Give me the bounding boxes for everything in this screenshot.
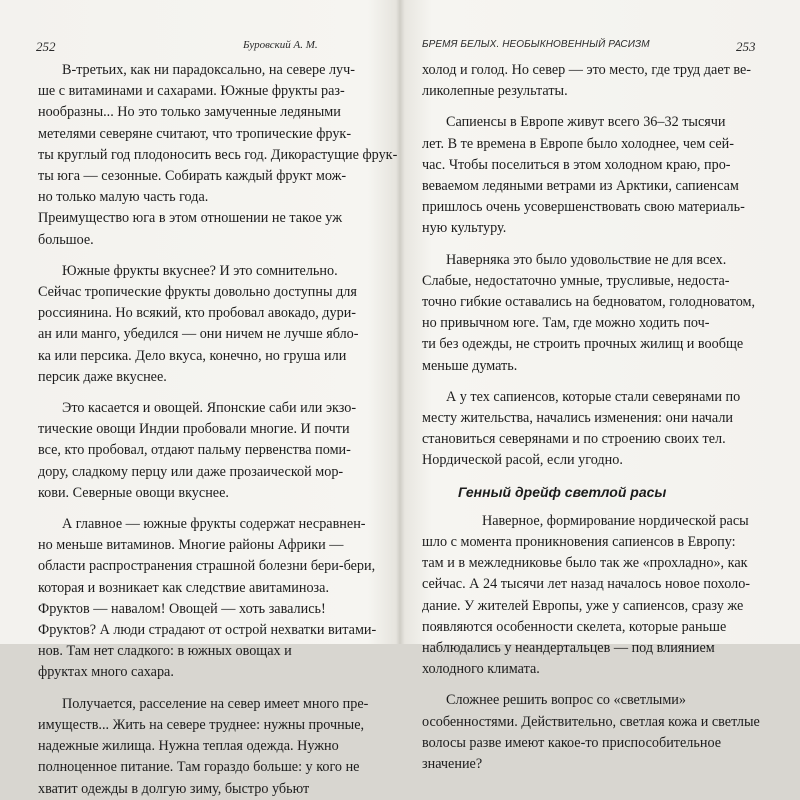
paragraph-gap (38, 684, 390, 694)
text-line: сейчас. А 24 тысячи лет назад началось новое похоло- (422, 576, 751, 593)
text-line: В-третьих, как ни парадоксально, на севере луч- (62, 62, 355, 78)
text-line: ную культуру. (422, 220, 507, 237)
paragraph-gap (38, 251, 390, 261)
text-line: холод и голод. Но север — это место, где труд дает ве- (422, 62, 752, 78)
text-line: Получается, расселение на север имеет много пре- (62, 695, 369, 712)
text-line: А главное — южные фрукты содержат несравнен- (62, 516, 366, 533)
text-line: нов. Там нет сладкого: в южных овощах и (38, 643, 292, 660)
page-number-right: 253 (736, 39, 756, 54)
text-line: но привычном юге. Там, где можно ходить поч- (422, 315, 710, 332)
text-line: ти без одежды, не строить прочных жилищ и вообще (422, 336, 744, 353)
text-line: дание. У жителей Европы, уже у сапиенсов, сразу же (422, 597, 744, 614)
text-line: нообразны... Но это только замученные ледяными (38, 104, 341, 121)
running-head-title: БРЕМЯ БЕЛЫХ. НЕОБЫКНОВЕННЫЙ РАСИЗМ (422, 39, 650, 50)
text-line: там и в межледниковье было так же «прохладно», как (422, 555, 748, 572)
paragraph-gap (422, 102, 778, 112)
text-line: значение? (422, 756, 483, 773)
right-page-text (422, 60, 778, 775)
text-line: большое. (38, 231, 94, 248)
right-page (402, 0, 800, 773)
text-line: надежные жилища. Нужна теплая одежда. Нужно (38, 738, 339, 755)
text-line: ка или персика. Дело вкуса, конечно, но груша или (38, 347, 347, 364)
text-line: точно гибкие оставались на бедноватом, голодноватом, (422, 294, 756, 311)
text-line: холодного климата. (422, 661, 540, 678)
text-line: персик даже вкуснее. (38, 368, 167, 385)
text-line: Фруктов? А люди страдают от острой нехватки витами- (38, 622, 377, 639)
text-line: полноценное питание. Там гораздо больше: у кого не (38, 759, 360, 776)
text-line: Сейчас тропические фрукты довольно доступны для (38, 284, 357, 301)
text-line: час. Чтобы поселиться в этом холодном краю, про- (422, 156, 731, 173)
text-line: Нордической расой, если угодно. (422, 452, 623, 469)
text-line: лет. В те времена в Европе было холоднее, чем сей- (422, 135, 734, 152)
text-line: Наверное, формирование нордической расы (482, 512, 749, 529)
right-text-block-1 (422, 60, 778, 472)
section-heading: Генный дрейф светлой расы (458, 483, 667, 500)
text-line: Преимущество юга в этом отношении не такое уж (38, 210, 343, 227)
running-head-author: Буровский А. М. (243, 39, 318, 51)
text-line: Слабые, недостаточно умные, трусливые, недоста- (422, 272, 730, 289)
text-line: ше с витаминами и сахарами. Южные фрукты раз- (38, 83, 345, 100)
page-number-left: 252 (36, 39, 56, 54)
paragraph-gap (422, 240, 778, 250)
text-line: А у тех сапиенсов, которые стали северянами по (446, 388, 741, 405)
text-line: становиться северянами и по строению своих тел. (422, 431, 726, 448)
left-page (0, 0, 398, 797)
text-line: пришлось очень усовершенствовать свою материаль- (422, 199, 745, 216)
text-line: Сложнее решить вопрос со «светлыми» (446, 692, 686, 709)
text-line: россиянина. Но всякий, кто пробовал авокадо, дури- (38, 305, 357, 322)
text-line: ты круглый год плодоносить весь год. Дикорастущие фрук- (38, 146, 398, 163)
text-line: шло с момента проникновения сапиенсов в Европу: (422, 534, 736, 551)
text-line: хватит одежды в долгую зиму, быстро убьют (38, 780, 310, 797)
text-line: волосы разве имеют какое-то приспособительное (422, 734, 722, 751)
paragraph-gap (422, 680, 778, 690)
right-text-block-2 (422, 511, 778, 775)
text-line: Сапиенсы в Европе живут всего 36–32 тысячи (446, 114, 726, 131)
text-line: веваемом ледяными ветрами из Арктики, сапиенсам (422, 178, 739, 195)
text-line: но только малую часть года. (38, 189, 209, 206)
text-line: ты юга — сезонные. Собирать каждый фрукт мож- (38, 168, 347, 185)
text-line: фруктах много сахара. (38, 664, 174, 681)
text-line: кови. Северные овощи вкуснее. (38, 484, 229, 501)
paragraph-gap (38, 504, 390, 514)
paragraph-gap (38, 388, 390, 398)
text-line: особенностями. Действительно, светлая кожа и светлые (422, 713, 760, 730)
left-page-text (38, 60, 398, 800)
text-line: ликолепные результаты. (422, 83, 568, 100)
text-line: метелями северяне считают, что тропические фрук- (38, 125, 352, 142)
text-line: месту жительства, начались изменения: они начали (422, 410, 734, 427)
text-line: которая и возникает как следствие авитаминоза. (38, 579, 330, 596)
text-line: области распространения страшной болезни бери-бери, (38, 558, 376, 575)
text-line: но меньше витаминов. Многие районы Африки — (38, 537, 344, 554)
text-line: Это касается и овощей. Японские саби или экзо- (62, 400, 357, 417)
text-line: Южные фрукты вкуснее? И это сомнительно. (62, 262, 338, 279)
text-line: Наверняка это было удовольствие не для всех. (446, 251, 727, 268)
text-line: меньше думать. (422, 357, 518, 374)
text-line: тические овощи Индии пробовали многие. И почти (38, 421, 350, 438)
text-line: Фруктов — навалом! Овощей — хоть завались! (38, 600, 326, 617)
text-line: наблюдались у неандертальцев — под влиянием (422, 640, 715, 657)
text-line: все, кто пробовал, отдают пальму первенства поми- (38, 442, 351, 459)
text-line: имуществ... Жить на севере труднее: нужны прочные, (38, 716, 365, 733)
paragraph-gap (422, 377, 778, 387)
text-line: появляются особенности скелета, которые раньше (422, 618, 727, 635)
text-line: ан или манго, убедился — они ничем не лучше ябло- (38, 326, 359, 343)
text-line: дору, сладкому перцу или даже прозаической мор- (38, 463, 344, 480)
